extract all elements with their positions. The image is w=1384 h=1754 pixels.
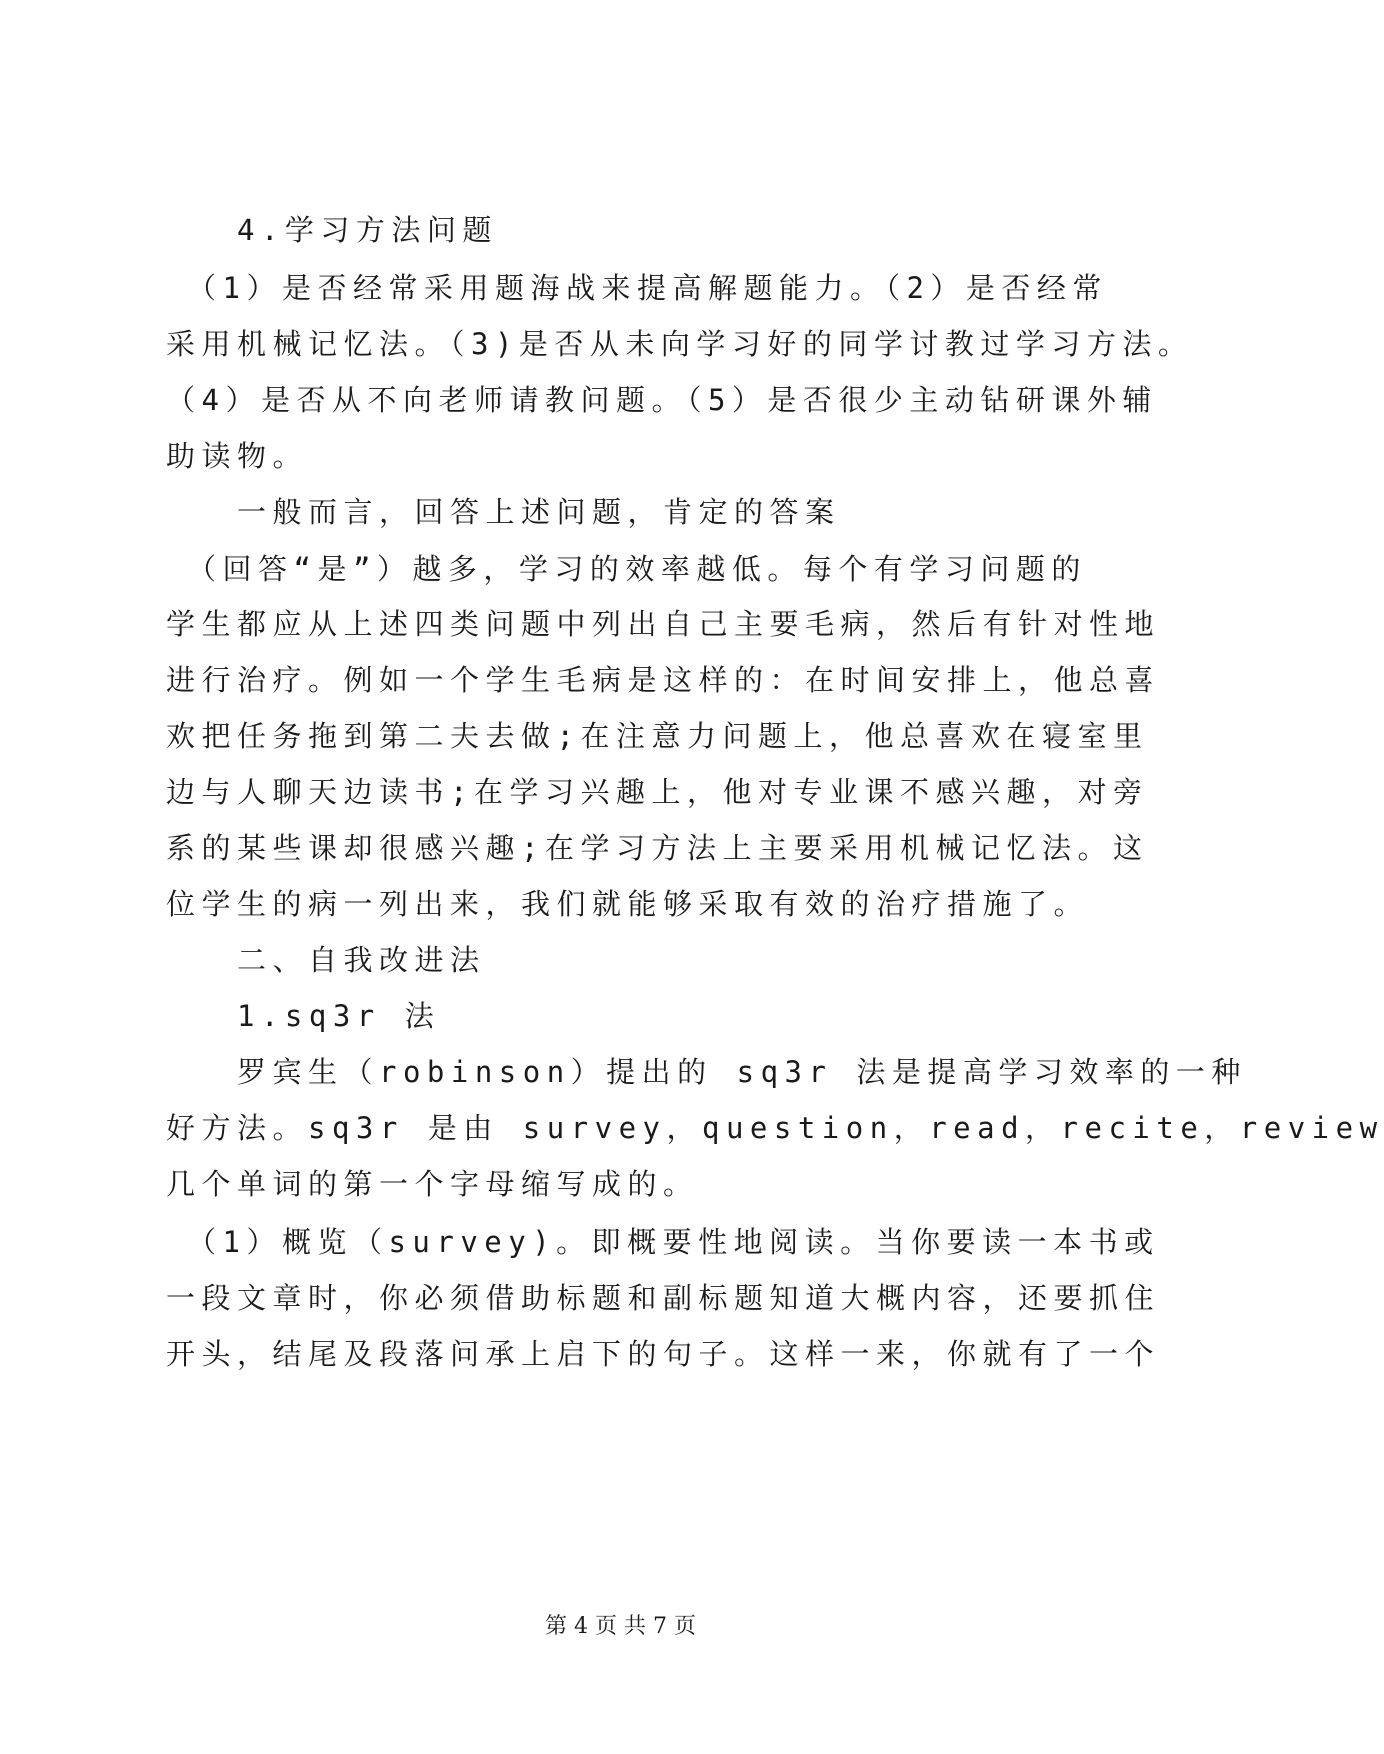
subsection-heading: 1.sq3r 法 [166,999,441,1033]
text-line: 一段文章时，你必须借助标题和副标题知道大概内容，还要抓住 [166,1281,1161,1315]
text-line: 位学生的病一列出来，我们就能够采取有效的治疗措施了。 [166,887,1090,921]
text-line: （1）概览（survey)。即概要性地阅读。当你要读一本书或 [166,1225,1160,1259]
text-line: 系的某些课却很感兴趣;在学习方法上主要采用机械记忆法。这 [166,831,1149,865]
text-line: 罗宾生（robinson）提出的 sq3r 法是提高学习效率的一种 [166,1055,1247,1089]
text-line: 学生都应从上述四类问题中列出自己主要毛病，然后有针对性地 [166,607,1161,641]
text-line: 一般而言，回答上述问题，肯定的答案 [166,495,841,529]
text-line: （回答“是”）越多，学习的效率越低。每个有学习问题的 [166,552,1087,586]
page-footer: 第 4 页 共 7 页 [545,1614,696,1639]
text-line: 几个单词的第一个字母缩写成的。 [166,1167,699,1201]
text-line: （1）是否经常采用题海战来提高解题能力。（2）是否经常 [166,271,1108,305]
text-line: 助读物。 [166,439,309,473]
text-line: 欢把任务拖到第二夫去做;在注意力问题上，他总喜欢在寝室里 [166,719,1149,753]
text-line: 开头，结尾及段落问承上启下的句子。这样一来，你就有了一个 [166,1337,1161,1371]
text-line: 4.学习方法问题 [166,213,498,247]
text-line: 进行治疗。例如一个学生毛病是这样的：在时间安排上，他总喜 [166,663,1161,697]
text-line: （4）是否从不向老师请教问题。（5）是否很少主动钻研课外辅 [166,383,1158,417]
text-line: 好方法。sq3r 是由 survey，question，read，recite，review [166,1111,1384,1145]
text-line: 边与人聊天边读书;在学习兴趣上，他对专业课不感兴趣，对旁 [166,775,1149,809]
section-heading: 二、自我改进法 [166,943,486,977]
text-line: 采用机械记忆法。（3)是否从未向学习好的同学讨教过学习方法。 [166,327,1194,361]
